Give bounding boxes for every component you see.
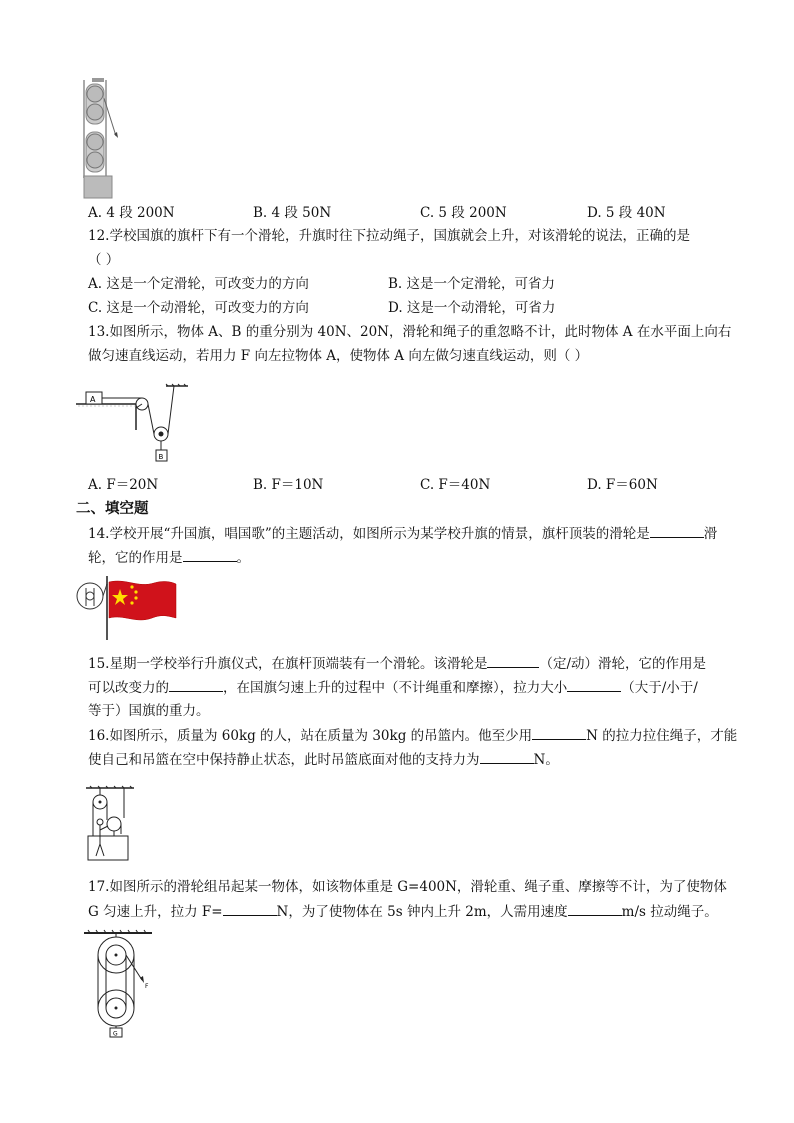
q13-option-c: C. F＝40N — [420, 477, 491, 493]
q14-text-2a: 轮，它的作用是 — [88, 550, 183, 566]
q11-option-c: C. 5 段 200N — [420, 205, 507, 221]
q13-option-a: A. F＝20N — [88, 477, 159, 493]
q14-blank-1[interactable] — [650, 523, 704, 538]
q17-stem-line2 — [88, 901, 718, 922]
q12-option-c: C. 这是一个动滑轮，可改变力的方向 — [88, 300, 309, 316]
q16-stem-line2 — [88, 749, 559, 770]
q12-option-a: A. 这是一个定滑轮，可改变力的方向 — [88, 276, 309, 292]
q16-basket-figure — [82, 786, 152, 862]
q13-stem-line1: 13.如图所示，物体 A、B 的重分别为 40N、20N，滑轮和绳子的重忽略不计，此时物体 A 在水平面上向右 — [88, 324, 732, 340]
section-fill-in-title: 二、填空题 — [76, 501, 149, 517]
q17-text-2b: N，为了使物体在 5s 钟内上升 2m，人需用速度 — [276, 904, 568, 920]
q14-text-1b: 滑 — [703, 526, 718, 542]
q16-blank-2[interactable] — [480, 749, 534, 764]
q17-text-2c: m/s 拉动绳子。 — [621, 904, 718, 920]
q12-stem-line1: 12.学校国旗的旗杆下有一个滑轮，升旗时往下拉动绳子，国旗就会上升，对该滑轮的说法，正确的是 — [88, 228, 690, 244]
q15-text-2b: ，在国旗匀速上升的过程中（不计绳重和摩擦），拉力大小 — [223, 680, 568, 696]
q15-text-1b: （定/动）滑轮，它的作用是 — [539, 656, 707, 672]
q17-blank-2[interactable] — [568, 901, 622, 916]
q12-option-b: B. 这是一个定滑轮，可省力 — [388, 276, 556, 292]
q13-pulley-figure — [76, 384, 196, 466]
q15-blank-2[interactable] — [169, 677, 223, 692]
q17-stem-line1: 17.如图所示的滑轮组吊起某一物体，如该物体重是 G=400N，滑轮重、绳子重、摩擦等不计，为了使物体 — [88, 879, 727, 895]
q11-option-b: B. 4 段 50N — [253, 205, 332, 221]
q16-stem-line1 — [88, 725, 737, 746]
q15-text-1a: 15.星期一学校举行升旗仪式，在旗杆顶端装有一个滑轮。该滑轮是 — [88, 656, 488, 672]
q17-pulley-figure — [84, 930, 164, 1038]
q11-pulley-figure — [80, 78, 130, 200]
q17-label-g: G — [113, 1030, 118, 1038]
q17-text-2a: G 匀速上升，拉力 F= — [88, 904, 223, 920]
q16-text-2b: N。 — [533, 752, 559, 768]
q14-text-1a: 14.学校开展“升国旗，唱国歌”的主题活动，如图所示为某学校升旗的情景，旗杆顶装的滑轮是 — [88, 526, 650, 542]
q17-label-f: F — [145, 983, 149, 990]
q15-stem-line2 — [88, 677, 698, 698]
q15-blank-3[interactable] — [567, 677, 621, 692]
q16-text-1b: N 的拉力拉住绳子，才能 — [586, 728, 738, 744]
q16-text-2a: 使自己和吊篮在空中保持静止状态，此时吊篮底面对他的支持力为 — [88, 752, 480, 768]
q13-label-a: A — [90, 395, 96, 404]
q16-blank-1[interactable] — [532, 725, 586, 740]
q12-option-d: D. 这是一个动滑轮，可省力 — [388, 300, 556, 316]
q14-stem-line1 — [88, 523, 717, 544]
q15-stem-line1 — [88, 653, 706, 674]
q14-text-2b: 。 — [236, 550, 250, 566]
q15-text-2a: 可以改变力的 — [88, 680, 169, 696]
q13-option-b: B. F＝10N — [253, 477, 324, 493]
q14-flag-figure — [76, 574, 180, 642]
q13-option-d: D. F＝60N — [587, 477, 658, 493]
q13-label-b: B — [158, 453, 164, 461]
q14-stem-line2 — [88, 547, 250, 568]
q14-blank-2[interactable] — [183, 547, 237, 562]
q11-option-d: D. 5 段 40N — [587, 205, 666, 221]
q17-blank-1[interactable] — [223, 901, 277, 916]
q15-text-2c: （大于/小于/ — [621, 680, 698, 696]
q13-stem-line2: 做匀速直线运动，若用力 F 向左拉物体 A，使物体 A 向左做匀速直线运动，则（ ） — [88, 348, 589, 364]
q15-stem-line3: 等于）国旗的重力。 — [88, 703, 210, 719]
q15-blank-1[interactable] — [487, 653, 539, 668]
q12-stem-line2: （ ） — [88, 252, 120, 268]
q11-option-a: A. 4 段 200N — [88, 205, 175, 221]
q16-text-1a: 16.如图所示，质量为 60kg 的人，站在质量为 30kg 的吊篮内。他至少用 — [88, 728, 533, 744]
